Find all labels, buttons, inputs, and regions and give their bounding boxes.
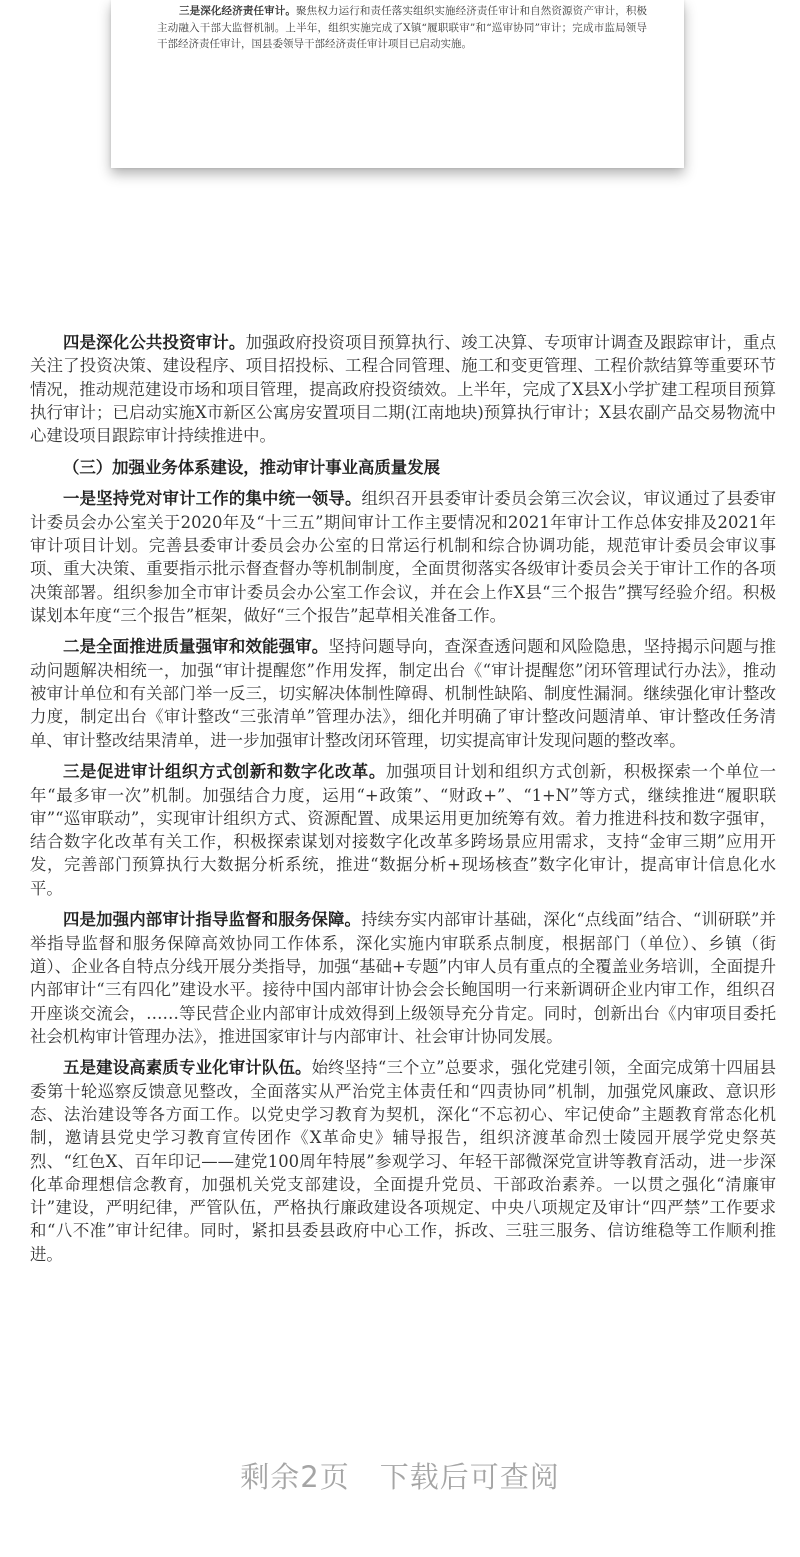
preview-paragraph-lead: 三是深化经济责任审计。 xyxy=(179,5,297,17)
paragraph-internal-audit xyxy=(30,908,776,1048)
download-to-view-text: 下载后可查阅 xyxy=(379,1460,560,1494)
paragraph-lead: 一是坚持党对审计工作的集中统一领导。 xyxy=(63,489,362,509)
paragraph-body: 加强项目计划和组织方式创新，积极探索一个单位一年“最多审一次”机制。加强结合力度，运用“+政策”、“财政+”、“1+N”等方式，继续推进“履职联审”“巡审联动”，实现审计组织方式、资源配置、成果运用更加统筹有效。着力推进科技和数字强审，结合数字化改革有关工作，积极探索谋划对接数字化改革多跨场景应用需求，支持“金审三期”应用开发，完善部门预算执行大数据分析系统，推进“数据分析+现场核查”数字化审计，提高审计信息化水平。 xyxy=(30,762,777,898)
paragraph-body: 持续夯实内部审计基础，深化“点线面”结合、“训研联”并举指导监督和服务保障高效协同工作体系，深化实施内审联系点制度，根据部门（单位）、乡镇（街道）、企业各自特点分线开展分类指导，加强“基础+专题”内审人员有重点的全覆盖业务培训，全面提升内部审计“三有四化”建设水平。接待中国内部审计协会会长鲍国明一行来新调研企业内审工作，组织召开座谈交流会，……等民营企业内部审计成效得到上级领导充分肯定。同时，创新出台《内审项目委托社会机构审计管理办法》，推进国家审计与内部审计、社会审计协同发展。 xyxy=(30,910,776,1046)
paragraph-lead: 三是促进审计组织方式创新和数字化改革。 xyxy=(63,762,386,782)
paragraph-body: 坚持问题导向，查深查透问题和风险隐患，坚持揭示问题与推动问题解决相统一，加强“审计提醒您”作用发挥，制定出台《“审计提醒您”闭环管理试行办法》，推动被审计单位和有关部门举一反三，切实解决体制性障碍、机制性缺陷、制度性漏洞。继续强化审计整改力度，制定出台《审计整改“三张清单”管理办法》，细化并明确了审计整改问题清单、审计整改任务清单、审计整改结果清单，进一步加强审计整改闭环管理，切实提高审计发现问题的整改率。 xyxy=(30,637,776,750)
paragraph-body: 组织召开县委审计委员会第三次会议，审议通过了县委审计委员会办公室关于2020年及“十三五”期间审计工作主要情况和2021年审计工作总体安排及2021年审计项目计划。完善县委审计委员会办公室的日常运行机制和综合协调功能，规范审计委员会审议事项、重大决策、重要指示批示督查督办等机制制度，全面贯彻落实各级审计委员会关于审计工作的各项决策部署。组织参加全市审计委员会办公室工作会议，并在会上作X县“三个报告”撰写经验介绍。积极谋划本年度“三个报告”框架，做好“三个报告”起草相关准备工作。 xyxy=(30,489,776,625)
preview-paragraph xyxy=(157,3,647,53)
paragraph-lead: 四是深化公共投资审计。 xyxy=(63,333,246,352)
paragraph-public-investment-audit xyxy=(30,331,776,447)
remaining-pages-notice[interactable] xyxy=(0,1457,800,1497)
section-heading: （三）加强业务体系建设，推动审计事业高质量发展 xyxy=(63,457,440,477)
paragraph-body: 加强政府投资项目预算执行、竣工决算、专项审计调查及跟踪审计，重点关注了投资决策、建设程序、项目招投标、工程合同管理、施工和变更管理、工程价款结算等重要环节情况，推动规范建设市场和项目管理，提高政府投资绩效。上半年，完成了X县X小学扩建工程项目预算执行审计；已启动实施X市新区公寓房安置项目二期(江南地块)预算执行审计；X县农副产品交易物流中心建设项目跟踪审计持续推进中。 xyxy=(30,333,777,446)
remaining-pages-count: 剩余2页 xyxy=(240,1460,350,1494)
paragraph-lead: 四是加强内部审计指导监督和服务保障。 xyxy=(63,910,362,930)
page-preview-card xyxy=(111,0,684,168)
paragraph-lead: 二是全面推进质量强审和效能强审。 xyxy=(63,637,329,657)
paragraph-party-leadership xyxy=(30,487,776,627)
paragraph-body: 始终坚持“三个立”总要求，强化党建引领，全面完成第十四届县委第十轮巡察反馈意见整改，全面落实从严治党主体责任和“四责协同”机制，加强党风廉政、意识形态、法治建设等各方面工作。以党史学习教育为契机，深化“不忘初心、牢记使命”主题教育常态化机制，邀请县党史学习教育宣传团作《X革命史》辅导报告，组织济渡革命烈士陵园开展学党史祭英烈、“红色X、百年印记——建党100周年特展”参观学习、年轻干部微深党宣讲等教育活动，进一步深化革命理想信念教育，加强机关党支部建设，全面提升党员、干部政治素养。一以贯之强化“清廉审计”建设，严明纪律，严管队伍，严格执行廉政建设各项规定、中央八项规定及审计“四严禁”工作要求和“八不准”审计纪律。同时，紧扣县委县政府中心工作，拆改、三驻三服务、信访维稳等工作顺利推进。 xyxy=(30,1058,776,1264)
paragraph-quality-efficiency xyxy=(30,635,776,751)
paragraph-audit-team xyxy=(30,1056,776,1266)
paragraph-lead: 五是建设高素质专业化审计队伍。 xyxy=(63,1058,312,1078)
preview-paragraph-body: 聚焦权力运行和责任落实组织实施经济责任审计和自然资源资产审计，积极主动融入干部大监督机制。上半年，组织实施完成了X镇“履职联审”和“巡审协同”审计；完成市监局领导干部经济责任审计，国县委领导干部经济责任审计项目已启动实施。 xyxy=(157,5,648,50)
paragraph-digital-reform xyxy=(30,760,776,900)
document-body xyxy=(30,331,776,1274)
